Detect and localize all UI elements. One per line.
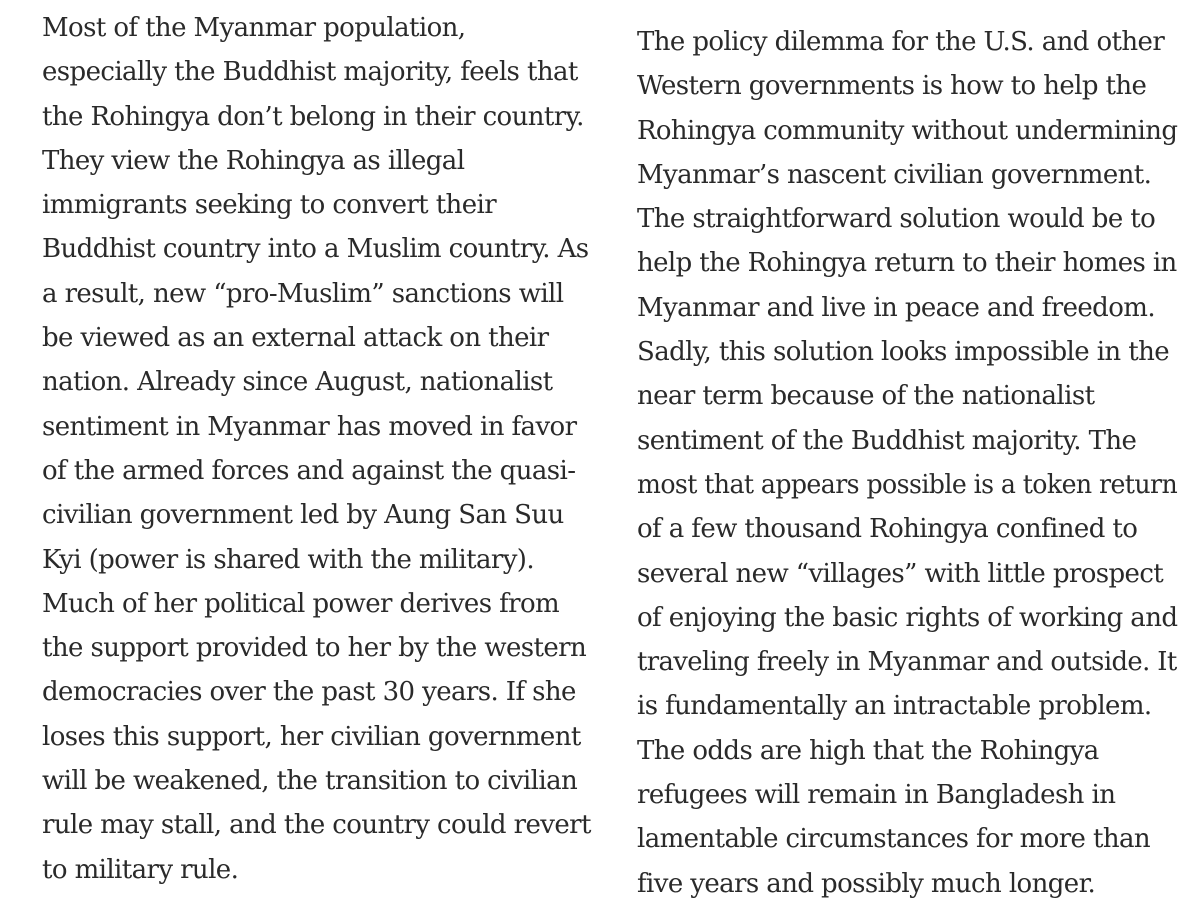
text-line: to military rule. xyxy=(42,854,239,885)
text-line: refugees will remain in Bangladesh in xyxy=(637,780,1116,811)
text-line: The odds are high that the Rohingya xyxy=(637,735,1099,766)
text-line: is fundamentally an intractable problem. xyxy=(637,691,1152,722)
text-line: sentiment of the Buddhist majority. The xyxy=(637,425,1137,456)
text-line: Myanmar’s nascent civilian government. xyxy=(637,159,1152,190)
text-line: loses this support, her civilian government xyxy=(42,721,581,752)
text-line: Most of the Myanmar population, xyxy=(42,13,466,43)
text-line: Sadly, this solution looks impossible in the xyxy=(637,337,1170,368)
text-line: Myanmar and live in peace and freedom. xyxy=(637,292,1155,323)
left-text-column xyxy=(42,6,591,892)
text-line: the Rohingya don’t belong in their country. xyxy=(42,101,584,132)
text-line: Rohingya community without undermining xyxy=(637,115,1178,146)
text-line: of a few thousand Rohingya confined to xyxy=(637,514,1138,545)
text-line: democracies over the past 30 years. If she xyxy=(42,677,576,708)
text-line: will be weakened, the transition to civilian xyxy=(42,766,578,797)
text-line: of enjoying the basic rights of working and xyxy=(637,602,1178,633)
text-line: nation. Already since August, nationalist xyxy=(42,367,553,398)
text-line: five years and possibly much longer. xyxy=(637,868,1096,899)
text-line: Kyi (power is shared with the military). xyxy=(42,544,534,575)
text-line: especially the Buddhist majority, feels that xyxy=(42,57,578,88)
text-line: help the Rohingya return to their homes in xyxy=(637,248,1177,279)
text-line: immigrants seeking to convert their xyxy=(42,190,497,221)
text-line: traveling freely in Myanmar and outside. It xyxy=(637,647,1177,678)
text-line: Much of her political power derives from xyxy=(42,588,560,619)
text-line: of the armed forces and against the quasi- xyxy=(42,455,576,486)
text-line: The policy dilemma for the U.S. and other xyxy=(637,27,1165,57)
text-line: several new “villages” with little prospect xyxy=(637,558,1164,589)
text-line: They view the Rohingya as illegal xyxy=(42,145,465,176)
text-line: Buddhist country into a Muslim country. As xyxy=(42,234,589,265)
text-line: The straightforward solution would be to xyxy=(637,204,1156,235)
text-line: near term because of the nationalist xyxy=(637,381,1095,412)
text-line: the support provided to her by the western xyxy=(42,633,587,664)
text-line: civilian government led by Aung San Suu xyxy=(42,500,564,531)
text-line: Western governments is how to help the xyxy=(637,71,1147,102)
right-text-column xyxy=(637,20,1194,906)
text-line: lamentable circumstances for more than xyxy=(637,824,1151,855)
text-line: be viewed as an external attack on their xyxy=(42,323,549,354)
text-line: sentiment in Myanmar has moved in favor xyxy=(42,411,577,442)
text-line: a result, new “pro-Muslim” sanctions will xyxy=(42,278,564,309)
text-line: most that appears possible is a token return xyxy=(637,469,1178,500)
text-line: rule may stall, and the country could revert xyxy=(42,810,591,841)
